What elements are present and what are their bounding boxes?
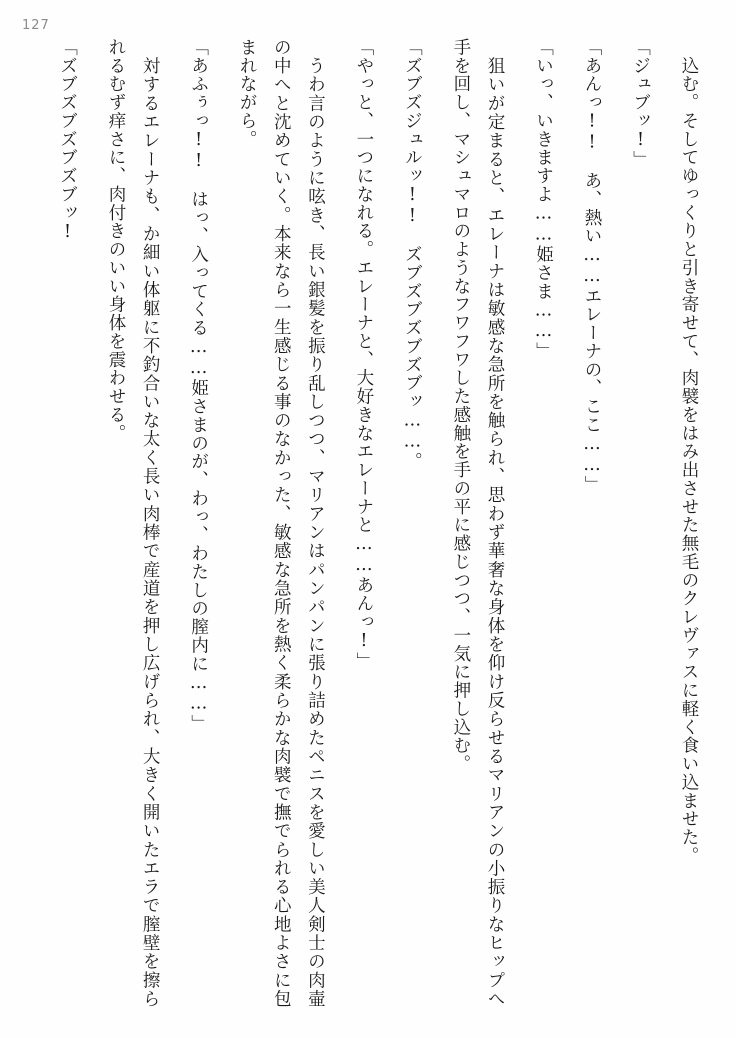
paragraph: うわ言のように呟き、長い銀髪を振り乱しつつ、マリアンはパンパンに張り詰めたペニスを愛しい美人剣士の肉壷の中へと沈めていく。本来なら一生感じる事のなかった、敏感な急所を熱く柔らかな肉襞で撫でられる心地よさに包まれながら。 bbox=[237, 38, 326, 1008]
paragraph: 「ズブズブズブズブッ! bbox=[57, 38, 78, 243]
paragraph: 「あんっ!! あ、熱い……エレーナの、ここ……」 bbox=[582, 38, 602, 494]
paragraph: 対するエレーナも、か細い体躯に不釣合いな太く長い肉棒で産道を押し広げられ、大きく開いたエラで膣壁を擦られるむず痒さに、肉付きのいい身体を震わせる。 bbox=[106, 38, 161, 1008]
page-number: 127 bbox=[22, 18, 50, 33]
paragraph: 「あふぅっ!! はっ、入ってくる……姫さまのが、わっ、わたしの膣内に……」 bbox=[188, 38, 209, 733]
paragraph: 込む。そしてゆっくりと引き寄せて、肉襞をはみ出させた無毛のクレヴァスに軽く食い込ませた。 bbox=[679, 38, 699, 865]
page-text-body bbox=[36, 38, 706, 1008]
paragraph: 「ズブズジュルッ!! ズブズブズブズブッ……。 bbox=[402, 38, 423, 471]
paragraph: 「やっと、一つになれる。エレーナと、大好きなエレーナと……あんっ!」 bbox=[353, 38, 374, 671]
paragraph: 「ジュブッ!」 bbox=[630, 38, 651, 170]
paragraph: 「いっ、いきますよ……姫さま……」 bbox=[533, 38, 554, 361]
paragraph: 狙いが定まると、エレーナは敏感な急所を触られ、思わず華奢な身体を仰け反らせるマリアンの小振りなヒップへ手を回し、マシュマロのようなフワフワした感触を手の平に感じつつ、一気に押し込む。 bbox=[450, 38, 505, 1008]
